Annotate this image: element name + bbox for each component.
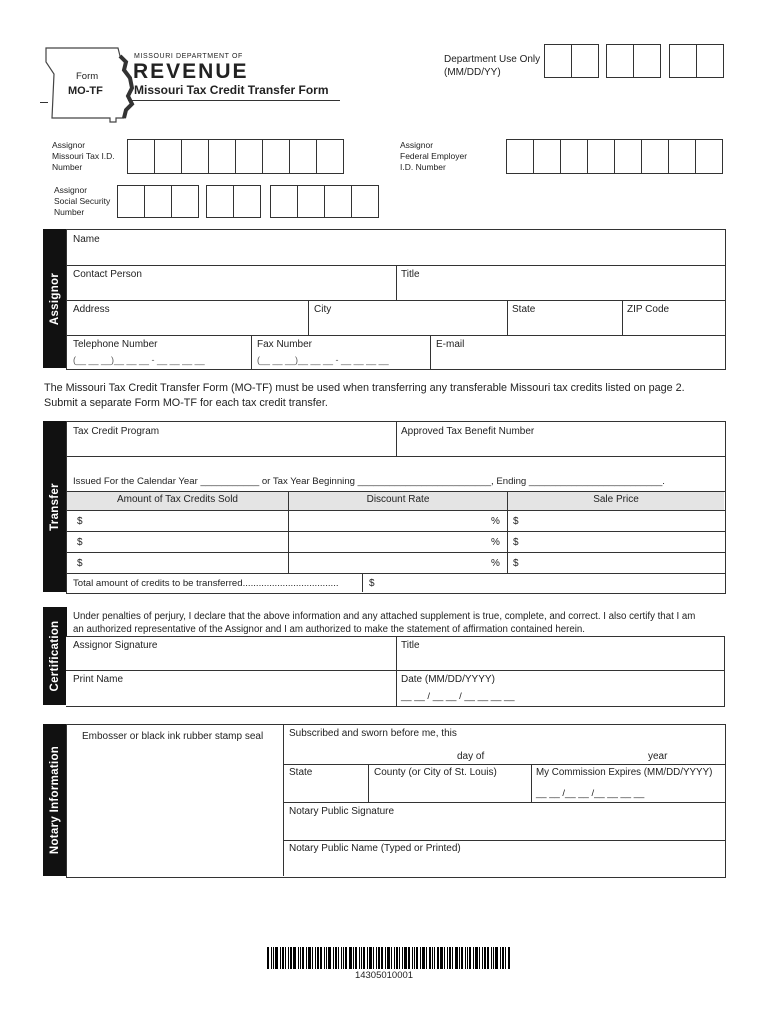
barcode-bar — [275, 947, 278, 969]
ssn-digit-box[interactable] — [270, 185, 298, 218]
header-dash — [40, 102, 48, 103]
barcode-bar — [312, 947, 313, 969]
col-discount-rate: Discount Rate — [366, 494, 430, 505]
barcode-bar — [459, 947, 460, 969]
barcode-bar — [447, 947, 448, 969]
issued-year-line[interactable]: Issued For the Calendar Year ___________ or Tax Year Beginning _________________________, Ending _________________________. — [73, 476, 665, 487]
name-field[interactable]: Name — [73, 234, 100, 245]
assignor-section-tab: Assignor — [43, 229, 67, 368]
barcode-bar — [469, 947, 471, 969]
form-title: Missouri Tax Credit Transfer Form — [134, 83, 329, 97]
row-3-price-field[interactable]: $ — [513, 558, 519, 569]
barcode-bar — [373, 947, 374, 969]
tax-id-digit-box[interactable] — [127, 139, 155, 174]
row-2-price-field[interactable]: $ — [513, 537, 519, 548]
tax-credit-program-field[interactable]: Tax Credit Program — [73, 426, 160, 437]
fein-digit-box[interactable] — [587, 139, 615, 174]
approved-benefit-number-field[interactable]: Approved Tax Benefit Number — [401, 426, 535, 437]
barcode-bar — [437, 947, 439, 969]
fein-digit-box[interactable] — [695, 139, 723, 174]
fein-digit-box[interactable] — [560, 139, 588, 174]
certification-date-mask: __ __ / __ __ / __ __ __ __ — [401, 691, 515, 702]
barcode-bar — [361, 947, 362, 969]
barcode-bar — [335, 947, 337, 969]
barcode-bar — [324, 947, 325, 969]
barcode-bar — [381, 947, 383, 969]
barcode-bar — [363, 947, 365, 969]
row-1-amount-field[interactable]: $ — [77, 516, 83, 527]
barcode-bar — [429, 947, 431, 969]
barcode-image — [267, 947, 511, 969]
contact-person-field[interactable]: Contact Person — [73, 269, 142, 280]
tax-id-digit-box[interactable] — [181, 139, 209, 174]
dept-use-label: Department Use Only — [444, 54, 541, 65]
barcode-bar — [479, 947, 480, 969]
row-1-price-field[interactable]: $ — [513, 516, 519, 527]
barcode-bar — [345, 947, 347, 969]
barcode-bar — [300, 947, 301, 969]
notary-county-field[interactable]: County (or City of St. Louis) — [374, 767, 497, 778]
row-3-amount-field[interactable]: $ — [77, 558, 83, 569]
assignor-ssn-label: Assignor Social Security Number — [54, 185, 111, 217]
tax-id-digit-box[interactable] — [208, 139, 236, 174]
tax-id-digit-box[interactable] — [154, 139, 182, 174]
certification-title-field[interactable]: Title — [401, 640, 420, 651]
barcode-bar — [467, 947, 468, 969]
ssn-digit-box[interactable] — [171, 185, 199, 218]
ssn-digit-box[interactable] — [206, 185, 234, 218]
barcode-bar — [367, 947, 368, 969]
barcode-bar — [317, 947, 319, 969]
total-credits-field[interactable]: $ — [369, 578, 375, 589]
barcode-bar — [487, 947, 489, 969]
commission-date-mask: __ __ /__ __ /__ __ __ __ — [536, 788, 645, 799]
barcode-bar — [285, 947, 286, 969]
barcode-bar — [394, 947, 395, 969]
subscribed-sworn-label: Subscribed and sworn before me, this — [289, 728, 457, 739]
commission-expires-field[interactable]: My Commission Expires (MM/DD/YYYY) — [536, 767, 713, 778]
assignor-signature-field[interactable]: Assignor Signature — [73, 640, 158, 651]
barcode-bar — [414, 947, 415, 969]
barcode-bar — [396, 947, 398, 969]
barcode-bar — [343, 947, 344, 969]
barcode-bar — [353, 947, 354, 969]
zip-code-field[interactable]: ZIP Code — [627, 304, 670, 315]
dept-use-date-digit-box[interactable] — [606, 44, 634, 78]
barcode-bar — [341, 947, 342, 969]
barcode-bar — [508, 947, 510, 969]
dept-use-date-digit-box[interactable] — [571, 44, 599, 78]
barcode-bar — [288, 947, 289, 969]
dept-use-format: (MM/DD/YY) — [444, 67, 501, 78]
dept-use-date-digit-box[interactable] — [696, 44, 724, 78]
barcode-bar — [391, 947, 392, 969]
col-sale-price: Sale Price — [593, 494, 639, 505]
barcode-bar — [328, 947, 331, 969]
city-field[interactable]: City — [314, 304, 332, 315]
dept-use-date-digit-box[interactable] — [633, 44, 661, 78]
tax-id-digit-box[interactable] — [235, 139, 263, 174]
assignor-fein-label: Assignor Federal Employer I.D. Number — [400, 140, 468, 172]
barcode-bar — [408, 947, 410, 969]
barcode-bar — [315, 947, 316, 969]
col-amount-sold: Amount of Tax Credits Sold — [117, 494, 238, 505]
barcode-bar — [293, 947, 296, 969]
fein-digit-box[interactable] — [614, 139, 642, 174]
notary-section-tab: Notary Information — [43, 724, 67, 876]
notary-state-field[interactable]: State — [289, 767, 313, 778]
ssn-digit-box[interactable] — [351, 185, 379, 218]
barcode-bar — [484, 947, 486, 969]
barcode-bar — [452, 947, 453, 969]
fax-field[interactable]: Fax Number — [257, 339, 313, 350]
telephone-field[interactable]: Telephone Number — [73, 339, 158, 350]
notary-signature-field[interactable]: Notary Public Signature — [289, 806, 395, 817]
barcode-bar — [298, 947, 299, 969]
missouri-state-outline-icon — [40, 44, 136, 124]
notary-name-field[interactable]: Notary Public Name (Typed or Printed) — [289, 843, 461, 854]
barcode-bar — [495, 947, 498, 969]
barcode-bar — [333, 947, 334, 969]
barcode-bar — [306, 947, 307, 969]
barcode-bar — [271, 947, 272, 969]
telephone-mask: (__ __ __)__ __ __ - __ __ __ __ — [73, 355, 205, 365]
barcode-bar — [491, 947, 492, 969]
certification-date-field[interactable]: Date (MM/DD/YYYY) — [401, 674, 495, 685]
barcode-bar — [500, 947, 501, 969]
ssn-digit-box[interactable] — [324, 185, 352, 218]
barcode-bar — [416, 947, 418, 969]
barcode-bar — [455, 947, 458, 969]
seal-area: Embosser or black ink rubber stamp seal — [82, 731, 264, 742]
tax-id-digit-box[interactable] — [316, 139, 344, 174]
barcode-bar — [308, 947, 311, 969]
row-1-discount-field[interactable]: % — [491, 516, 500, 527]
barcode-bar — [280, 947, 281, 969]
year-label[interactable]: year — [648, 751, 668, 762]
barcode-bar — [385, 947, 386, 969]
barcode-bar — [440, 947, 443, 969]
form-word: Form — [76, 71, 99, 82]
tax-id-digit-box[interactable] — [289, 139, 317, 174]
fein-digit-box[interactable] — [506, 139, 534, 174]
dept-use-date-digit-box[interactable] — [544, 44, 572, 78]
ssn-digit-box[interactable] — [117, 185, 145, 218]
state-field[interactable]: State — [512, 304, 536, 315]
tax-id-digit-box[interactable] — [262, 139, 290, 174]
barcode-bar — [434, 947, 435, 969]
fein-digit-box[interactable] — [533, 139, 561, 174]
barcode-bar — [302, 947, 304, 969]
notary-box — [66, 724, 726, 878]
address-field[interactable]: Address — [73, 304, 110, 315]
ssn-digit-box[interactable] — [297, 185, 325, 218]
barcode-bar — [267, 947, 269, 969]
barcode-bar — [505, 947, 506, 969]
barcode-bar — [461, 947, 463, 969]
barcode-bar — [338, 947, 339, 969]
barcode-bar — [482, 947, 483, 969]
ssn-digit-box[interactable] — [233, 185, 261, 218]
perjury-statement-line-2: an authorized representative of the Assignor and I am authorized to make the statement of affirmation contained herein. — [73, 624, 585, 635]
barcode-bar — [369, 947, 372, 969]
agency-top: MISSOURI DEPARTMENT OF — [134, 53, 243, 60]
barcode-bar — [444, 947, 445, 969]
barcode-number: 14305010001 — [354, 970, 414, 981]
barcode-bar — [399, 947, 400, 969]
barcode-bar — [426, 947, 427, 969]
title-underline — [128, 100, 340, 101]
barcode-bar — [465, 947, 466, 969]
email-field[interactable]: E-mail — [436, 339, 465, 350]
row-3-discount-field[interactable]: % — [491, 558, 500, 569]
barcode-bar — [273, 947, 274, 969]
fein-digit-box[interactable] — [641, 139, 669, 174]
perjury-statement-line-1: Under penalties of perjury, I declare that the above information and any attached supplement is true, complete, and correct. I also certify that I am — [73, 611, 696, 622]
barcode-bar — [378, 947, 380, 969]
barcode-bar — [387, 947, 390, 969]
barcode-bar — [422, 947, 425, 969]
barcode-bar — [359, 947, 360, 969]
barcode-bar — [402, 947, 403, 969]
row-2-discount-field[interactable]: % — [491, 537, 500, 548]
transfer-section-tab: Transfer — [43, 421, 67, 592]
barcode-bar — [326, 947, 327, 969]
barcode-bar — [282, 947, 284, 969]
assignor-tax-id-label: Assignor Missouri Tax I.D. Number — [52, 140, 115, 172]
barcode-bar — [432, 947, 433, 969]
row-2-amount-field[interactable]: $ — [77, 537, 83, 548]
barcode-bar — [290, 947, 292, 969]
assignor-title-field[interactable]: Title — [401, 269, 420, 280]
total-credits-label: Total amount of credits to be transferred.................................... — [73, 578, 339, 589]
barcode-bar — [449, 947, 451, 969]
barcode-bar — [349, 947, 352, 969]
barcode-bar — [355, 947, 357, 969]
barcode-bar — [412, 947, 413, 969]
dept-use-date-digit-box[interactable] — [669, 44, 697, 78]
barcode-bar — [404, 947, 407, 969]
ssn-digit-box[interactable] — [144, 185, 172, 218]
barcode-bar — [475, 947, 478, 969]
barcode-bar — [502, 947, 504, 969]
barcode-bar — [420, 947, 421, 969]
barcode-bar — [493, 947, 494, 969]
certification-section-tab: Certification — [43, 607, 67, 705]
instructions-line-1: The Missouri Tax Credit Transfer Form (MO-TF) must be used when transferring any transferable Missouri tax credits listed on page 2. — [44, 382, 685, 394]
agency-logo: REVENUE — [133, 60, 249, 83]
barcode-bar — [473, 947, 474, 969]
barcode-bar — [320, 947, 322, 969]
print-name-field[interactable]: Print Name — [73, 674, 124, 685]
barcode-bar — [376, 947, 377, 969]
instructions-line-2: Submit a separate Form MO-TF for each tax credit transfer. — [44, 397, 328, 409]
day-of-label[interactable]: day of — [457, 751, 485, 762]
fax-mask: (__ __ __)__ __ __ - __ __ __ __ — [257, 355, 389, 365]
form-code: MO-TF — [68, 85, 103, 97]
fein-digit-box[interactable] — [668, 139, 696, 174]
